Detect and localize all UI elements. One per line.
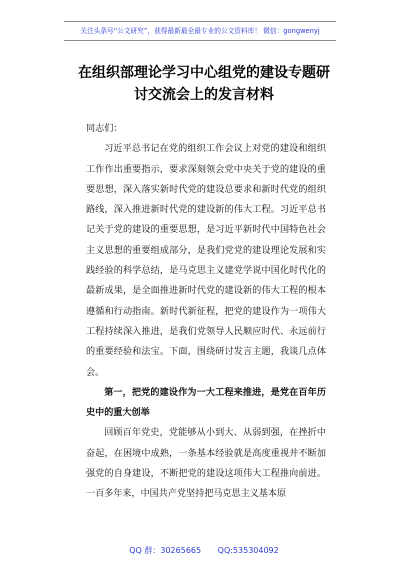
footer-qq: QQ:535304092 — [217, 546, 279, 555]
header-banner: 关注头条号“公文研究”，获得最新最全最专业的公文资料库！ 微信：gongwenyj — [64, 21, 336, 41]
document-title-line-1: 在组织部理论学习中心组党的建设专题研 — [78, 65, 330, 81]
footer-contact — [0, 545, 408, 557]
document-title — [70, 62, 338, 106]
salutation: 同志们： — [86, 124, 123, 134]
paragraph-intro: 习近平总书记在党的组织工作会议上对党的建设和组织工作作出重要指示，要求深刻领会党中央关于党的建设的重要思想，深入落实新时代党的建设总要求和新时代党的组织路线，深入推进新时代党的建设新的伟大工程。习近平总书记关于党的建设的重要思想，是习近平新时代中国特色社会主义思想的重要组成部分，是我们党党的建设理论发展和实践经验的科学总结，是马克思主义建党学说中国化时代化的最新成果，是全面推进新时代党的建设新的伟大工程的根本遵循和行动指南。新时代新征程，把党的建设作为一项伟大工程持续深入推进，是我们党领导人民顺应时代、永远前行的重要经验和法宝。下面，围绕研讨发言主题，我谈几点体会。 — [86, 144, 326, 378]
section-heading-1: 第一，把党的建设作为一大工程来推进，是党在百年历史中的重大创举 — [86, 386, 326, 419]
paragraph-history: 回顾百年党史，党能够从小到大、从弱到强，在挫折中奋起，在困境中成熟，一条基本经验就是高度重视并不断加强党的自身建设，不断把党的建设这项伟大工程推向前进。一百多年来，中国共产党坚持把马克思主义基本原 — [86, 428, 326, 500]
document-title-line-2: 讨交流会上的发言材料 — [134, 87, 274, 103]
footer-qq-group: QQ 群：30265665 — [129, 546, 202, 555]
document-body — [86, 119, 326, 505]
